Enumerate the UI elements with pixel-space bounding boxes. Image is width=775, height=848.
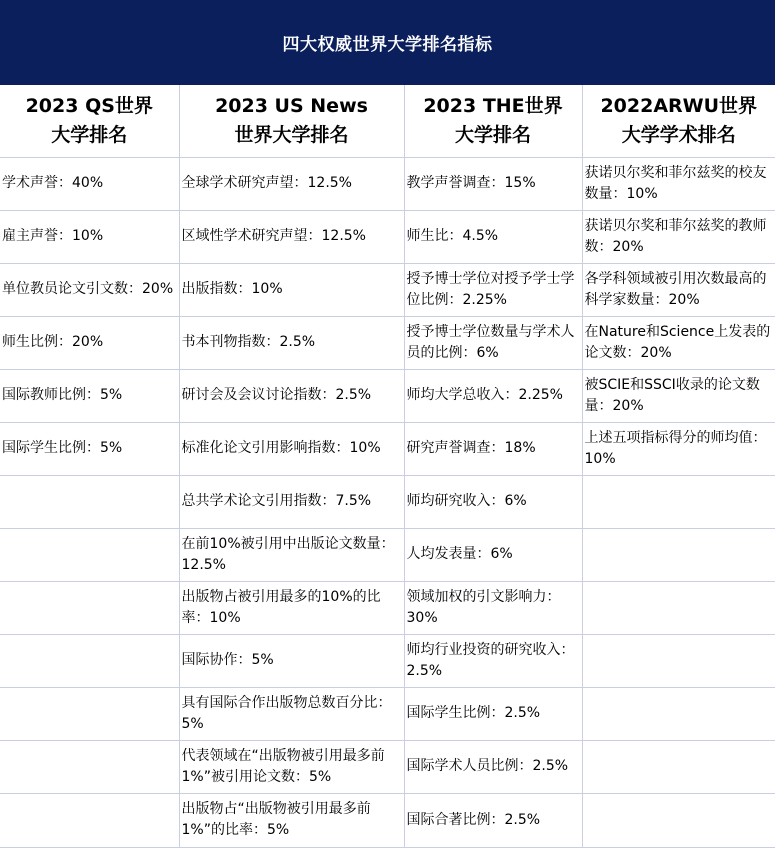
page-title: 四大权威世界大学排名指标 (0, 0, 775, 85)
table-cell: 全球学术研究声望：12.5% (179, 157, 404, 210)
table-cell: 授予博士学位对授予学士学位比例：2.25% (404, 263, 582, 316)
table-cell (582, 793, 775, 847)
table-row (0, 316, 775, 369)
table-cell: 授予博士学位数量与学术人员的比例：6% (404, 316, 582, 369)
table-cell (0, 740, 179, 793)
table-cell (0, 528, 179, 581)
table-row (0, 422, 775, 475)
table-cell: 出版物占被引用最多的10%的比率：10% (179, 581, 404, 634)
table-cell: 在Nature和Science上发表的论文数：20% (582, 316, 775, 369)
table-row (0, 157, 775, 210)
table-cell: 师生比：4.5% (404, 210, 582, 263)
table-cell: 国际学生比例：5% (0, 422, 179, 475)
table-cell: 在前10%被引用中出版论文数量：12.5% (179, 528, 404, 581)
table-cell: 具有国际合作出版物总数百分比：5% (179, 687, 404, 740)
table-cell: 书本刊物指数：2.5% (179, 316, 404, 369)
table-cell: 国际教师比例：5% (0, 369, 179, 422)
table-row (0, 369, 775, 422)
header-qs: 2023 QS世界 大学排名 (0, 85, 179, 157)
table-row (0, 793, 775, 847)
table-cell (582, 528, 775, 581)
header-the: 2023 THE世界 大学排名 (404, 85, 582, 157)
table-cell: 师均行业投资的研究收入：2.5% (404, 634, 582, 687)
table-cell: 领域加权的引文影响力：30% (404, 581, 582, 634)
table-cell: 单位教员论文引文数：20% (0, 263, 179, 316)
table-cell: 国际协作：5% (179, 634, 404, 687)
table-row (0, 687, 775, 740)
table-cell: 研讨会及会议讨论指数：2.5% (179, 369, 404, 422)
table-cell: 雇主声誉：10% (0, 210, 179, 263)
table-cell: 师均大学总收入：2.25% (404, 369, 582, 422)
table-row (0, 740, 775, 793)
table-cell (582, 581, 775, 634)
table-cell (582, 687, 775, 740)
table-row (0, 210, 775, 263)
table-cell: 被SCIE和SSCI收录的论文数量：20% (582, 369, 775, 422)
table-cell (582, 475, 775, 528)
table-cell: 代表领域在“出版物被引用最多前1%”被引用论文数：5% (179, 740, 404, 793)
table-cell: 出版指数：10% (179, 263, 404, 316)
table-cell: 上述五项指标得分的师均值：10% (582, 422, 775, 475)
table-cell: 研究声誉调查：18% (404, 422, 582, 475)
table-cell: 人均发表量：6% (404, 528, 582, 581)
table-cell: 国际合著比例：2.5% (404, 793, 582, 847)
table-header-row (0, 85, 775, 157)
table-cell: 国际学生比例：2.5% (404, 687, 582, 740)
table-cell: 师均研究收入：6% (404, 475, 582, 528)
table-cell: 获诺贝尔奖和菲尔兹奖的校友数量：10% (582, 157, 775, 210)
ranking-table (0, 85, 775, 848)
table-cell (582, 740, 775, 793)
table-cell: 国际学术人员比例：2.5% (404, 740, 582, 793)
table-row (0, 263, 775, 316)
table-cell (0, 634, 179, 687)
table-cell: 师生比例：20% (0, 316, 179, 369)
table-row (0, 581, 775, 634)
table-cell: 教学声誉调查：15% (404, 157, 582, 210)
header-us-news: 2023 US News 世界大学排名 (179, 85, 404, 157)
table-cell: 各学科领域被引用次数最高的科学家数量：20% (582, 263, 775, 316)
table-cell (0, 475, 179, 528)
table-row (0, 475, 775, 528)
table-cell: 总共学术论文引用指数：7.5% (179, 475, 404, 528)
table-row (0, 528, 775, 581)
table-cell: 获诺贝尔奖和菲尔兹奖的教师数：20% (582, 210, 775, 263)
table-cell: 出版物占“出版物被引用最多前1%”的比率：5% (179, 793, 404, 847)
table-cell: 学术声誉：40% (0, 157, 179, 210)
table-cell (0, 687, 179, 740)
table-cell: 标准化论文引用影响指数：10% (179, 422, 404, 475)
table-cell (0, 581, 179, 634)
table-cell: 区域性学术研究声望：12.5% (179, 210, 404, 263)
table-row (0, 634, 775, 687)
table-cell (582, 634, 775, 687)
table-cell (0, 793, 179, 847)
header-arwu: 2022ARWU世界 大学学术排名 (582, 85, 775, 157)
